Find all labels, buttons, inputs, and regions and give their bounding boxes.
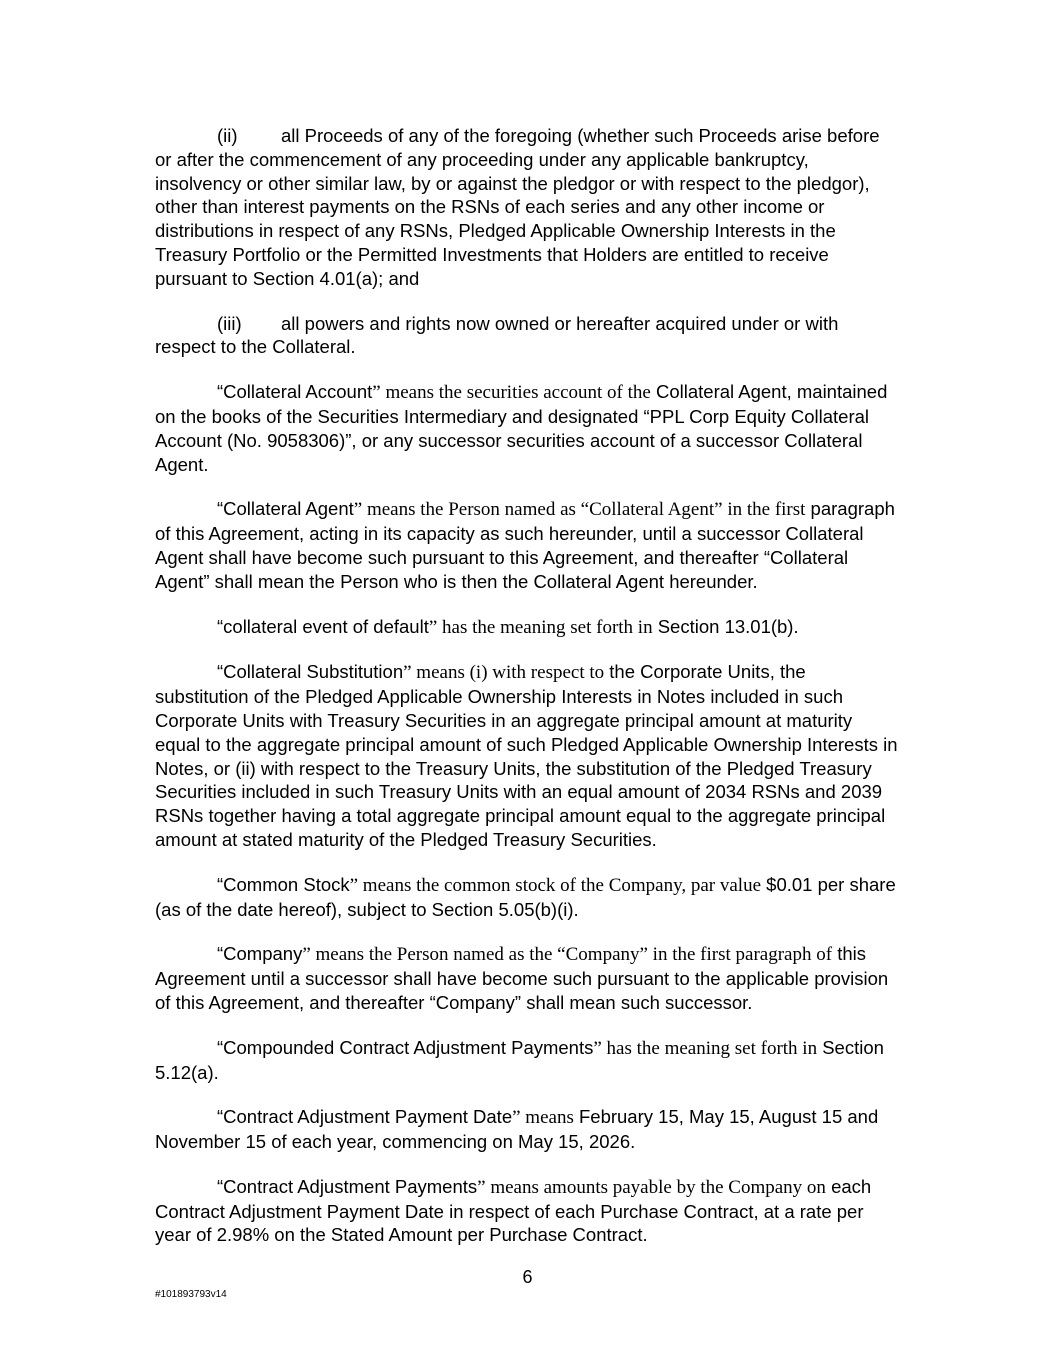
definition-common-stock <box>155 873 900 922</box>
clause-text: all powers and rights now owned or hereafter acquired under or with respect to the Collateral. <box>155 312 839 358</box>
definition-lead: ” means <box>512 1107 574 1129</box>
defined-term: “Collateral Agent <box>217 498 354 520</box>
defined-term: “collateral event of default <box>217 615 429 637</box>
definition-lead: ” means the securities account of the <box>372 382 651 404</box>
defined-term: “Compounded Contract Adjustment Payments <box>217 1036 594 1058</box>
definition-contract-adjustment-payments <box>155 1175 900 1247</box>
clause-number: (iii) <box>217 312 242 334</box>
definition-lead: ” means amounts payable by the Company on <box>477 1176 826 1198</box>
definition-collateral-event-of-default <box>155 615 900 640</box>
defined-term: “Common Stock <box>217 873 350 895</box>
definition-lead: ” has the meaning set forth in <box>428 616 653 638</box>
document-id: #101893793v14 <box>155 1289 227 1300</box>
definition-compounded-contract-adjustment-payments <box>155 1036 900 1085</box>
definition-lead: ” means the Person named as the “Company” in the first paragraph of <box>302 944 833 966</box>
definition-lead: ” means the common stock of the Company, par value <box>349 874 762 896</box>
defined-term: “Company <box>217 943 303 965</box>
defined-term: “Contract Adjustment Payments <box>217 1175 478 1197</box>
definition-text: Section 5.12(a). <box>155 1036 884 1083</box>
defined-term: “Collateral Substitution <box>217 661 404 683</box>
clause-text: all Proceeds of any of the foregoing (whether such Proceeds arise before or after the commencement of any proceeding under any applicable bankruptcy, insolvency or other similar law, by or against the pledgor or with respect to the pledgor), other than interest payments on the RSNs of each series and any other income or distributions in respect of any RSNs, Pledged Applicable Ownership Interests in the Treasury Portfolio or the Permitted Investments that Holders are entitled to receive pursuant to Section 4.01(a); and <box>155 125 880 289</box>
defined-term: “Contract Adjustment Payment Date <box>217 1106 513 1128</box>
definition-collateral-agent <box>155 497 900 593</box>
definition-text: Collateral Agent, maintained on the books of the Securities Intermediary and designated “PPL Corp Equity Collateral Account (No. 9058306)”, or any successor securities account of a successor Collateral Agent. <box>155 381 888 475</box>
definition-lead: ” means the Person named as “Collateral Agent” in the first <box>353 499 806 521</box>
definition-lead: ” has the meaning set forth in <box>593 1037 818 1059</box>
definition-contract-adjustment-payment-date <box>155 1105 900 1154</box>
page-number: 6 <box>522 1267 533 1287</box>
definition-text: Section 13.01(b). <box>652 615 799 637</box>
definition-company <box>155 942 900 1014</box>
clause-ii <box>155 124 900 291</box>
definition-text: February 15, May 15, August 15 and November 15 of each year, commencing on May 15, 2026. <box>155 1106 879 1153</box>
clause-iii <box>155 312 900 360</box>
defined-term: “Collateral Account <box>217 381 373 403</box>
definition-collateral-account <box>155 380 900 476</box>
clause-number: (ii) <box>217 125 238 146</box>
definition-lead: ” means (i) with respect to <box>403 662 605 684</box>
definition-collateral-substitution <box>155 660 900 851</box>
definition-text: $0.01 per share (as of the date hereof), subject to Section 5.05(b)(i). <box>155 873 896 920</box>
definition-text: each Contract Adjustment Payment Date in respect of each Purchase Contract, at a rate per year of 2.98% on the Stated Amount per Purchase Contract. <box>155 1175 872 1246</box>
definition-text: paragraph of this Agreement, acting in its capacity as such hereunder, until a successor Collateral Agent shall have become such pursuant to this Agreement, and thereafter “Collateral Agent” shall mean the Person who is then the Collateral Agent hereunder. <box>155 498 895 592</box>
definition-text: the Corporate Units, the substitution of the Pledged Applicable Ownership Interests in Notes included in such Corporate Units with Treasury Securities in an aggregate principal amount at maturity equal to the aggregate principal amount of such Pledged Applicable Ownership Interests in Notes, or (ii) with respect to the Treasury Units, the substitution of the Pledged Treasury Securities included in such Treasury Units with an equal amount of 2034 RSNs and 2039 RSNs together having a total aggregate principal amount equal to the aggregate principal amount at stated maturity of the Pledged Treasury Securities. <box>155 661 898 850</box>
definition-text: this Agreement until a successor shall have become such pursuant to the applicable provision of this Agreement, and thereafter “Company” shall mean such successor. <box>155 943 889 1013</box>
page-body <box>155 124 900 1268</box>
